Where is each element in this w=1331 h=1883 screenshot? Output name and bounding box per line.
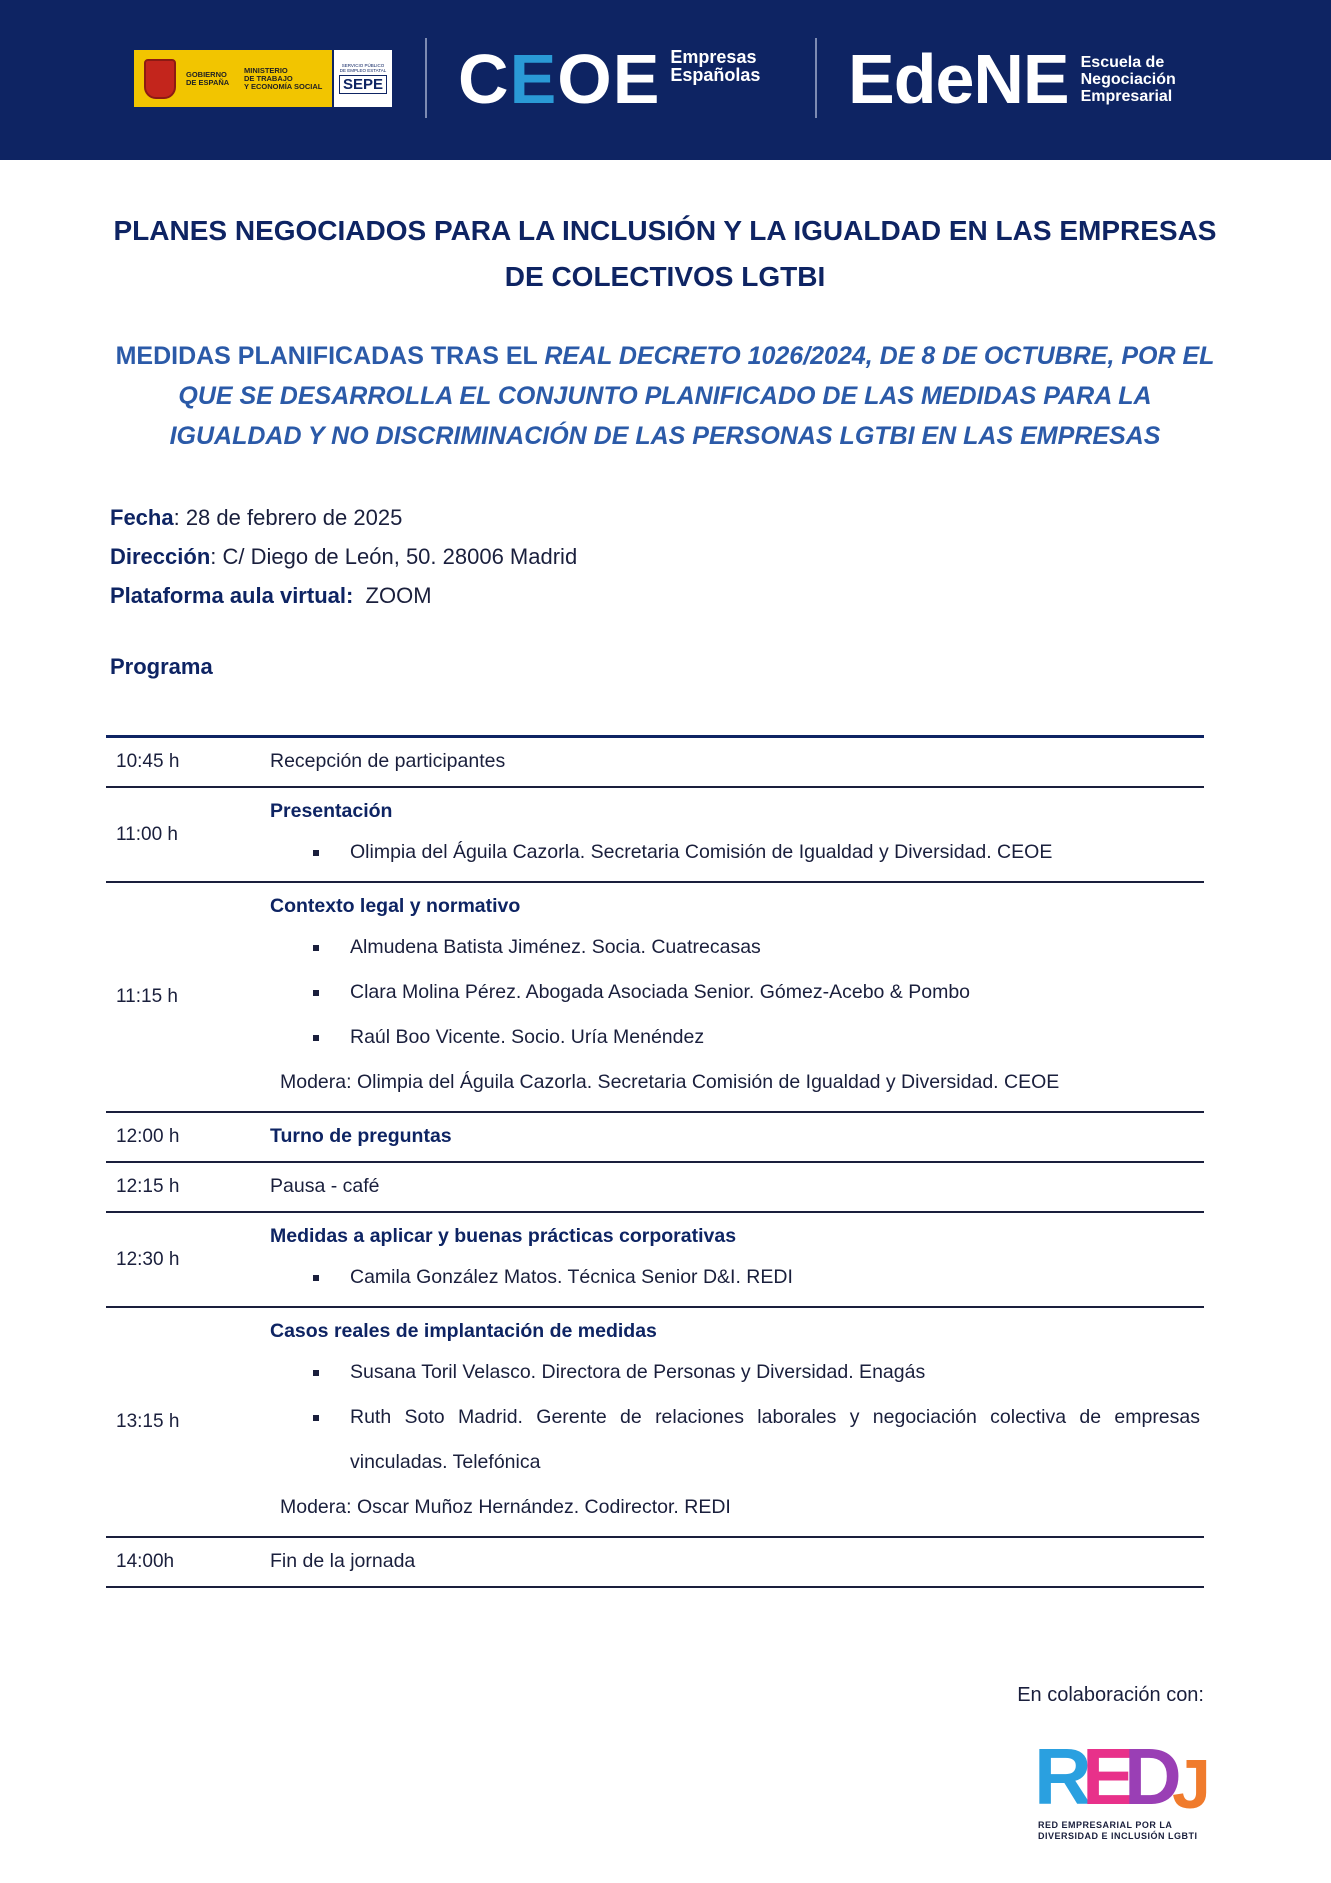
subtitle-italic: REAL DECRETO 1026/2024, DE 8 DE OCTUBRE, POR EL QUE SE DESARROLLA EL CONJUNTO PLANIFICADO DE LAS MEDIDAS PARA LA IGUALDAD Y NO DISCRIMINACIÓN DE LAS PERSONAS LGTBI EN LAS EMPRESAS xyxy=(169,342,1215,450)
programa-heading: Programa xyxy=(110,654,213,679)
sepe-label: SEPE xyxy=(339,75,387,94)
agenda-time: 12:00 h xyxy=(116,1126,180,1147)
agenda-row xyxy=(106,1538,1204,1588)
agenda-time: 11:15 h xyxy=(116,986,178,1007)
agenda-content xyxy=(270,1213,1204,1306)
agenda-text: Recepción de participantes xyxy=(270,750,506,772)
page-title: PLANES NEGOCIADOS PARA LA INCLUSIÓN Y LA IGUALDAD EN LAS EMPRESAS DE COLECTIVOS LGTBI xyxy=(113,215,1217,292)
redi-letter-e: E xyxy=(1082,1732,1136,1821)
plataforma-label: Plataforma aula virtual: xyxy=(110,583,354,608)
plataforma-value: ZOOM xyxy=(353,583,432,608)
agenda-text: Pausa - café xyxy=(270,1175,380,1197)
redi-logo-mark xyxy=(1032,1728,1211,1823)
agenda-row xyxy=(106,1308,1204,1538)
agenda-moderator: Modera: Olimpia del Águila Cazorla. Secretaria Comisión de Igualdad y Diversidad. CEOE xyxy=(280,1071,1060,1093)
header-banner xyxy=(0,0,1331,160)
ceoe-letter-e: E xyxy=(509,40,558,118)
agenda-speaker: Susana Toril Velasco. Directora de Personas y Diversidad. Enagás xyxy=(270,1350,1200,1395)
gov-text-1: GOBIERNO DE ESPAÑA xyxy=(186,69,230,87)
header-divider xyxy=(425,38,427,118)
agenda-row xyxy=(106,738,1204,788)
agenda-time: 13:15 h xyxy=(116,1411,180,1432)
redi-logo xyxy=(1032,1728,1211,1848)
sepe-logo xyxy=(332,50,392,107)
redi-letter-d: D xyxy=(1124,1732,1182,1821)
ceoe-subtitle: Empresas Españolas xyxy=(670,47,761,85)
agenda-content xyxy=(270,1113,1204,1161)
agenda-time: 12:30 h xyxy=(116,1248,180,1270)
agenda-time: 14:00h xyxy=(116,1551,175,1572)
agenda-time: 12:15 h xyxy=(116,1176,180,1197)
agenda-speaker: Clara Molina Pérez. Abogada Asociada Senior. Gómez-Acebo & Pombo xyxy=(270,970,1200,1015)
redi-letter-r: R xyxy=(1034,1732,1092,1821)
edene-logo xyxy=(848,40,1176,118)
agenda-speaker: Almudena Batista Jiménez. Socia. Cuatrecasas xyxy=(270,925,1200,970)
agenda-speaker: Olimpia del Águila Cazorla. Secretaria Comisión de Igualdad y Diversidad. CEOE xyxy=(270,830,1200,875)
edene-label: EdeNE xyxy=(848,40,1069,118)
agenda-row xyxy=(106,788,1204,883)
agenda-session-title: Presentación xyxy=(270,800,393,822)
ceoe-logo xyxy=(458,40,761,118)
agenda-text: Fin de la jornada xyxy=(270,1550,416,1572)
fecha-label: Fecha xyxy=(110,505,174,530)
agenda-session-title: Contexto legal y normativo xyxy=(270,895,521,917)
subtitle-plain: MEDIDAS PLANIFICADAS TRAS EL xyxy=(115,342,545,370)
direccion-value: : C/ Diego de León, 50. 28006 Madrid xyxy=(210,544,578,569)
agenda-session-title: Turno de preguntas xyxy=(270,1125,452,1147)
agenda-time: 11:00 h xyxy=(116,823,178,845)
agenda-content xyxy=(270,1163,1204,1211)
agenda-speaker: Ruth Soto Madrid. Gerente de relaciones laborales y negociación colectiva de empresas vinculadas. Telefónica xyxy=(270,1395,1200,1485)
colaboracion-label: En colaboración con: xyxy=(1017,1684,1204,1706)
coat-of-arms-icon xyxy=(134,50,186,107)
agenda-row xyxy=(106,1113,1204,1163)
redi-caption: RED EMPRESARIAL POR LA DIVERSIDAD E INCLUSIÓN LGBTI xyxy=(1038,1820,1198,1841)
gov-text-2: MINISTERIO DE TRABAJO Y ECONOMÍA SOCIAL xyxy=(244,65,323,91)
event-info xyxy=(110,498,577,615)
sepe-small-text: SERVICIO PÚBLICO DE EMPLEO ESTATAL xyxy=(339,63,387,73)
agenda-content xyxy=(270,883,1204,1111)
direccion-label: Dirección xyxy=(110,544,211,569)
agenda-session-title: Casos reales de implantación de medidas xyxy=(270,1320,657,1342)
ceoe-letter-c: C xyxy=(458,40,510,118)
agenda-table xyxy=(106,735,1204,1588)
agenda-content xyxy=(270,1308,1204,1536)
page-subtitle xyxy=(110,336,1220,456)
agenda-row xyxy=(106,883,1204,1113)
agenda-row xyxy=(106,1213,1204,1308)
agenda-content xyxy=(270,1538,1204,1586)
agenda-time: 10:45 h xyxy=(116,751,180,772)
edene-subtitle: Escuela de Negociación Empresarial xyxy=(1080,53,1176,105)
header-divider xyxy=(815,38,817,118)
redi-letter-i: J xyxy=(1172,1745,1211,1823)
gobierno-logo xyxy=(134,50,392,107)
agenda-speaker: Raúl Boo Vicente. Socio. Uría Menéndez xyxy=(270,1015,1200,1060)
agenda-content xyxy=(270,738,1204,786)
agenda-session-title: Medidas a aplicar y buenas prácticas corporativas xyxy=(270,1225,737,1247)
agenda-row xyxy=(106,1163,1204,1213)
agenda-moderator: Modera: Oscar Muñoz Hernández. Codirector. REDI xyxy=(280,1496,731,1518)
agenda-speaker: Camila González Matos. Técnica Senior D&I. REDI xyxy=(270,1255,1200,1300)
fecha-value: : 28 de febrero de 2025 xyxy=(173,505,403,530)
agenda-content xyxy=(270,788,1204,881)
ceoe-letters-oe: OE xyxy=(557,40,661,118)
